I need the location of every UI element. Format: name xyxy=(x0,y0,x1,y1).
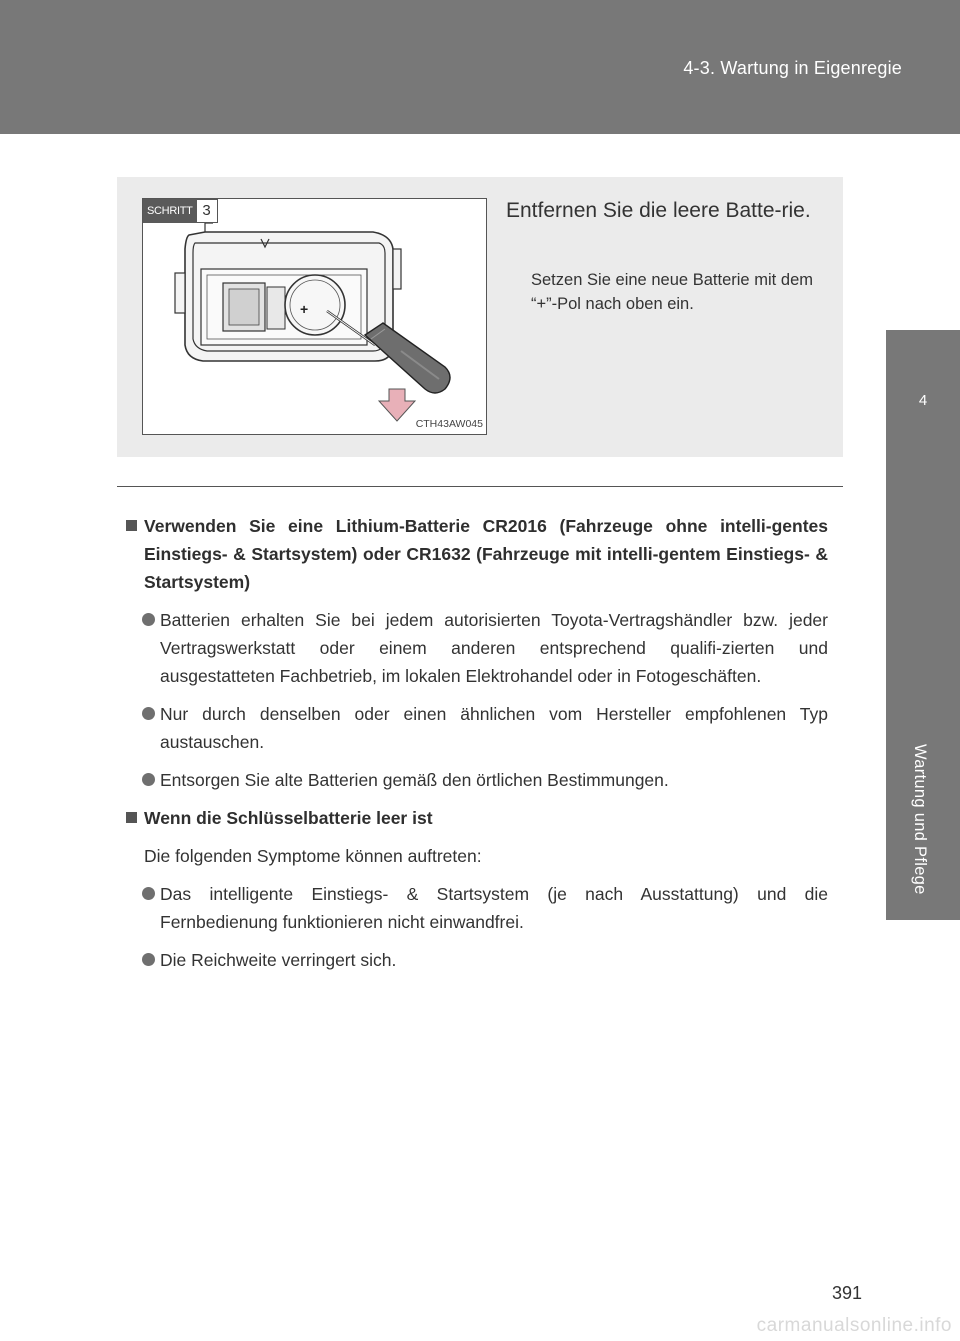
section-heading-text: Wenn die Schlüsselbatterie leer ist xyxy=(144,808,433,828)
watermark: carmanualsonline.info xyxy=(756,1315,952,1336)
section-title: 4-3. Wartung in Eigenregie xyxy=(683,58,902,78)
step-description: Setzen Sie eine neue Batterie mit dem “+”-Pol nach oben ein. xyxy=(531,271,813,313)
step-badge xyxy=(143,199,218,223)
list-item xyxy=(126,700,828,756)
figure-code: CTH43AW045 xyxy=(415,418,483,430)
bullet-dot-icon xyxy=(142,953,155,966)
page-number: 391 xyxy=(832,1283,863,1303)
list-item-text: Das intelligente Einstiegs- & Startsystem (je nach Ausstattung) und die Fernbedienung funktionieren nicht einwandfrei. xyxy=(160,884,828,932)
square-bullet-icon xyxy=(126,812,137,823)
list-item xyxy=(126,880,828,936)
bullet-dot-icon xyxy=(142,707,155,720)
list-item-text: Nur durch denselben oder einen ähnlichen vom Hersteller empfohlenen Typ austauschen. xyxy=(160,704,828,752)
bullet-dot-icon xyxy=(142,887,155,900)
chapter-tab-number xyxy=(886,330,960,440)
chapter-tab xyxy=(886,440,960,920)
main-content xyxy=(126,512,828,984)
square-bullet-icon xyxy=(126,520,137,531)
step-badge-number: 3 xyxy=(197,199,218,223)
battery-figure xyxy=(142,198,487,435)
key-battery-illustration xyxy=(143,199,486,434)
section-heading xyxy=(126,804,828,832)
plus-pole-mark: + xyxy=(300,301,309,317)
section-heading-text: Verwenden Sie eine Lithium-Batterie CR2016 (Fahrzeuge ohne intelli-gentes Einstiegs- & Startsystem) oder CR1632 (Fahrzeuge mit intelli-gentem Einstiegs- & Startsystem) xyxy=(144,516,828,592)
section-intro: Die folgenden Symptome können auftreten: xyxy=(144,846,482,866)
step-title: Entfernen Sie die leere Batte-rie. xyxy=(506,199,811,222)
list-item-text: Die Reichweite verringert sich. xyxy=(160,950,397,970)
step-badge-label: SCHRITT xyxy=(143,199,197,223)
page-header xyxy=(0,0,960,134)
chapter-label: Wartung und Pflege xyxy=(911,744,929,895)
list-item xyxy=(126,946,828,974)
list-item-text: Entsorgen Sie alte Batterien gemäß den örtlichen Bestimmungen. xyxy=(160,770,669,790)
bullet-dot-icon xyxy=(142,773,155,786)
chapter-number: 4 xyxy=(918,392,928,409)
list-item-text: Batterien erhalten Sie bei jedem autorisierten Toyota-Vertragshändler bzw. jeder Vertragswerkstatt oder einem anderen entsprechend qualifi-zierten und ausgestatteten Fachbetrieb, im lokalen Elektrohandel oder in Fotogeschäften. xyxy=(160,610,828,686)
section-heading xyxy=(126,512,828,596)
bullet-dot-icon xyxy=(142,613,155,626)
list-item xyxy=(126,766,828,794)
list-item xyxy=(126,606,828,690)
divider xyxy=(117,486,843,487)
